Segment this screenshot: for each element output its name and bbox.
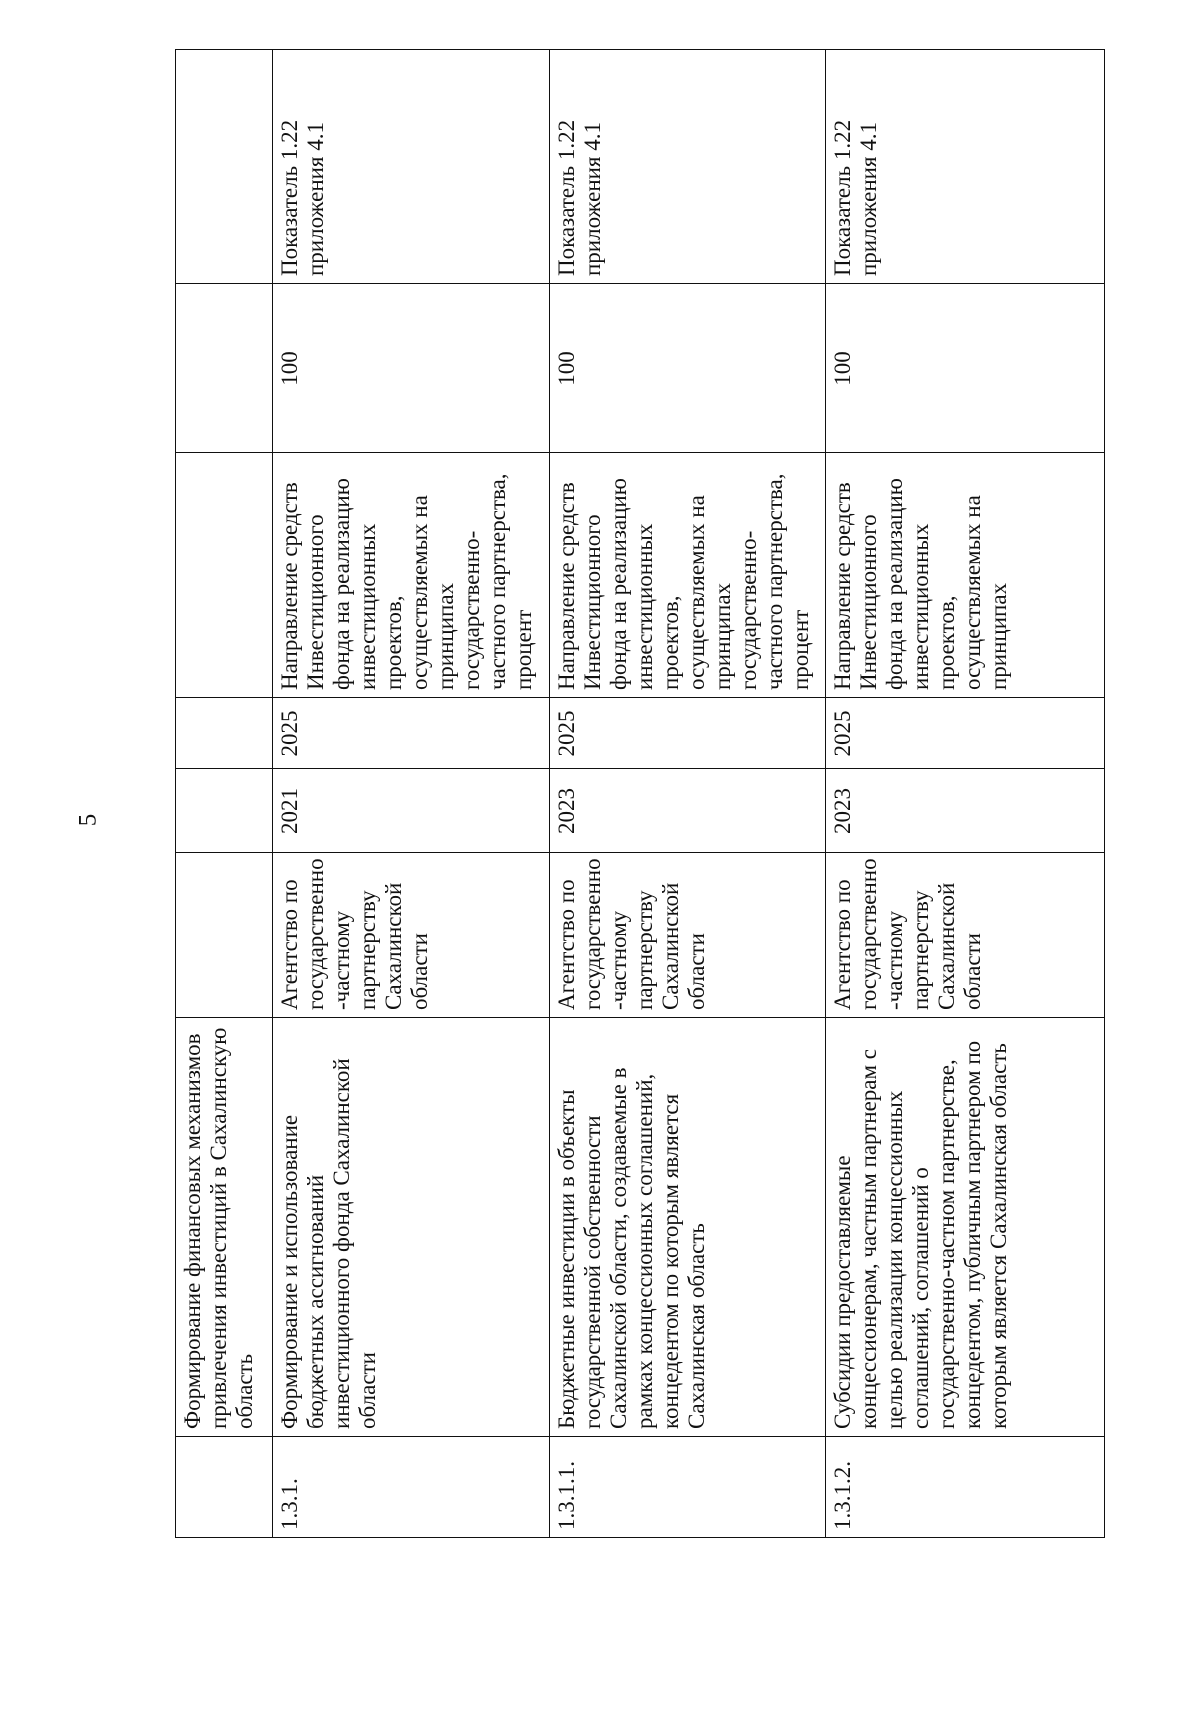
cell-activity: Бюджетные инвестиции в объекты государственной собственности Сахалинской области, создаваемые в рамках концессионных соглашений, концедентом по которым является Сахалинская область <box>549 1018 826 1437</box>
table-row <box>549 50 826 1538</box>
cell-indicator: Направление средств Инвестиционного фонда на реализацию инвестиционных проектов, осуществляемых на принципах государственно-частного партнерства, процент <box>273 453 550 698</box>
cell-reference <box>176 50 273 284</box>
cell-indicator <box>176 453 273 698</box>
cell-value: 100 <box>273 284 550 453</box>
cell-start-year: 2023 <box>549 769 826 853</box>
cell-start-year: 2023 <box>826 769 1105 853</box>
cell-indicator: Направление средств Инвестиционного фонда на реализацию инвестиционных проектов, осуществляемых на принципах <box>826 453 1105 698</box>
cell-start-year <box>176 769 273 853</box>
page-number: 5 <box>74 813 102 827</box>
cell-number: 1.3.1.2. <box>826 1437 1105 1538</box>
cell-end-year <box>176 698 273 769</box>
cell-number: 1.3.1. <box>273 1437 550 1538</box>
cell-executor <box>176 853 273 1018</box>
table-row <box>176 50 273 1538</box>
table-row <box>826 50 1105 1538</box>
cell-end-year: 2025 <box>273 698 550 769</box>
cell-activity: Формирование финансовых механизмов привлечения инвестиций в Сахалинскую область <box>176 1018 273 1437</box>
cell-number <box>176 1437 273 1538</box>
cell-value: 100 <box>826 284 1105 453</box>
cell-activity: Субсидии предоставляемые концессионерам, частным партнерам с целью реализации концессионных соглашений, соглашений о государственно-частном партнерстве, концедентом, публичным партнером по которым является Сахалинская область <box>826 1018 1105 1437</box>
cell-value <box>176 284 273 453</box>
cell-executor: Агентство по государственно -частному партнерству Сахалинской области <box>273 853 550 1018</box>
cell-value: 100 <box>549 284 826 453</box>
cell-executor: Агентство по государственно -частному партнерству Сахалинской области <box>826 853 1105 1018</box>
cell-number: 1.3.1.1. <box>549 1437 826 1538</box>
cell-indicator: Направление средств Инвестиционного фонда на реализацию инвестиционных проектов, осуществляемых на принципах государственно-частного партнерства, процент <box>549 453 826 698</box>
table-row <box>273 50 550 1538</box>
cell-end-year: 2025 <box>826 698 1105 769</box>
cell-end-year: 2025 <box>549 698 826 769</box>
cell-reference: Показатель 1.22 приложения 4.1 <box>549 50 826 284</box>
cell-reference: Показатель 1.22 приложения 4.1 <box>826 50 1105 284</box>
rotated-table-wrapper <box>175 50 1105 1538</box>
cell-activity: Формирование и использование бюджетных ассигнований инвестиционного фонда Сахалинской области <box>273 1018 550 1437</box>
program-activities-table <box>175 49 1105 1538</box>
cell-executor: Агентство по государственно -частному партнерству Сахалинской области <box>549 853 826 1018</box>
cell-reference: Показатель 1.22 приложения 4.1 <box>273 50 550 284</box>
cell-start-year: 2021 <box>273 769 550 853</box>
